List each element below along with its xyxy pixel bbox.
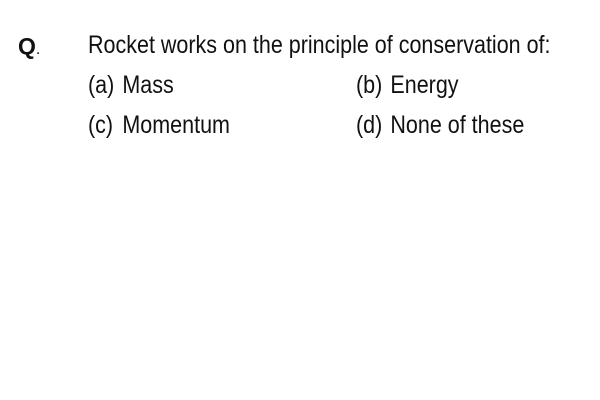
option-b-key: (b) (356, 71, 383, 99)
option-c (88, 110, 230, 140)
option-d (356, 110, 524, 140)
option-b (356, 70, 459, 100)
option-a-text: Mass (122, 71, 174, 99)
option-b-text: Energy (390, 71, 459, 99)
option-a-key: (a) (88, 71, 115, 99)
question-label-letter: Q (18, 33, 36, 59)
question-text: Rocket works on the principle of conservation of: (88, 31, 551, 59)
question-label (18, 32, 40, 64)
option-a (88, 70, 174, 100)
option-c-key: (c) (88, 111, 114, 139)
option-c-text: Momentum (122, 111, 230, 139)
option-d-key: (d) (356, 111, 383, 139)
question-label-dot: . (35, 41, 41, 58)
option-d-text: None of these (390, 111, 525, 139)
